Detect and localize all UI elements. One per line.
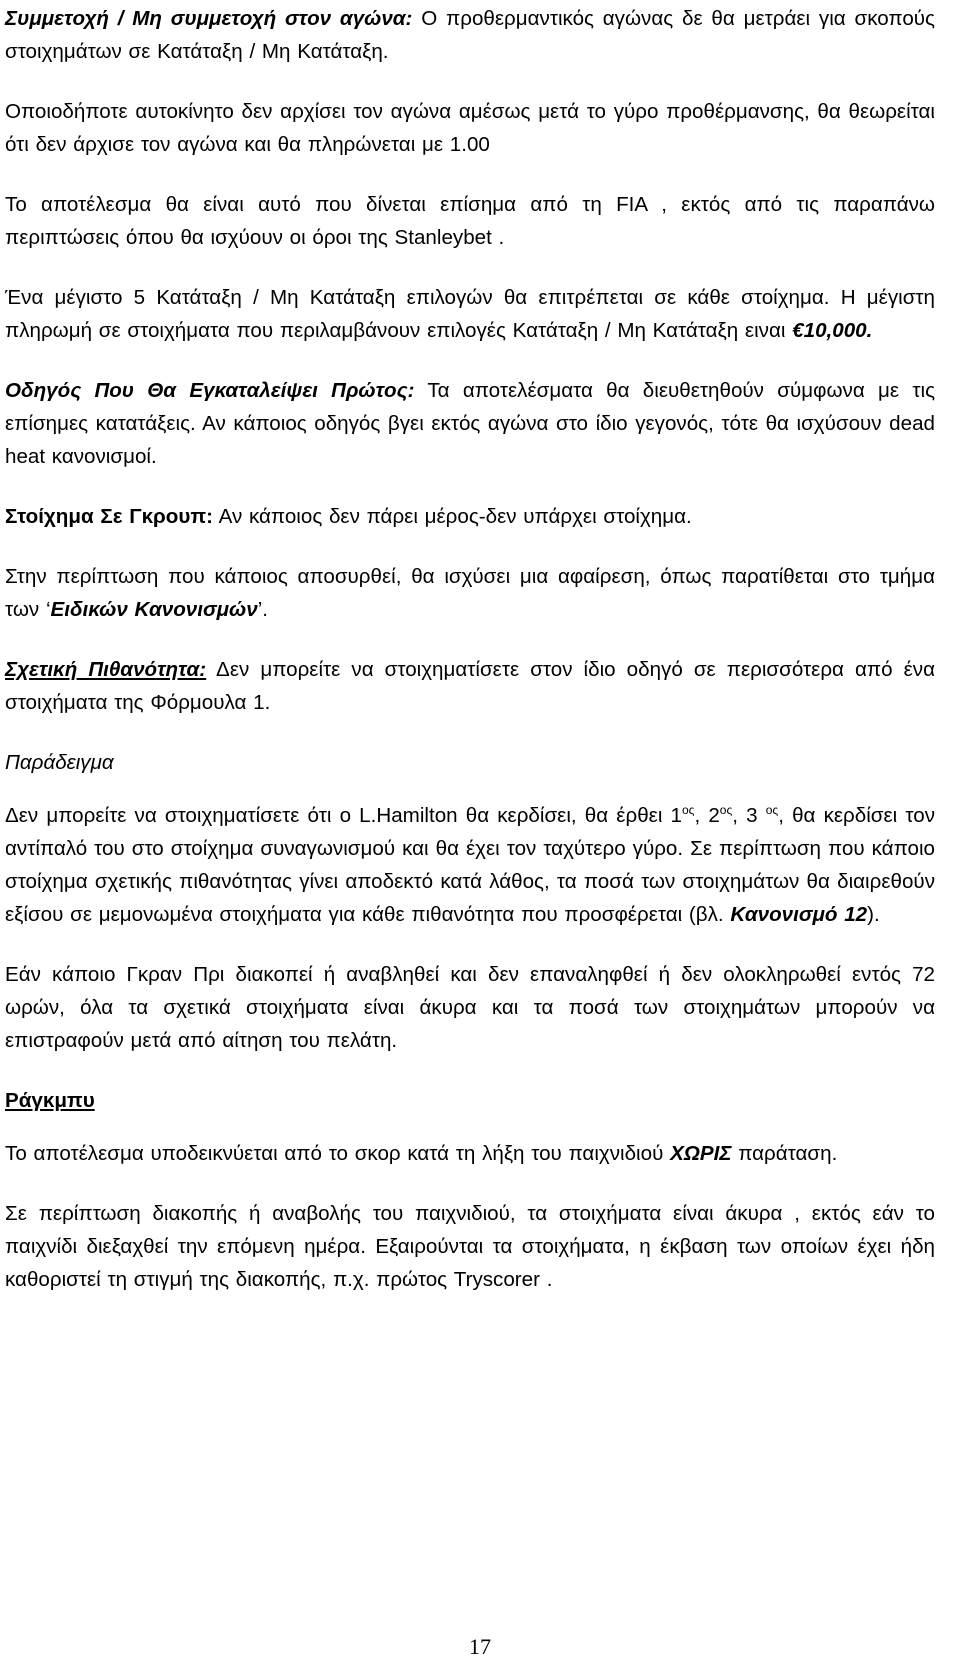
paragraph-rugby-interruption: Σε περίπτωση διακοπής ή αναβολής του παιχνιδιού, τα στοιχήματα είναι άκυρα , εκτός εάν το παιχνίδι διεξαχθεί την επόμενη ημέρα. Εξαιρούνται τα στοιχήματα, η έκβαση των οποίων έχει ήδη καθοριστεί τη στιγμή της διακοπής, π.χ. πρώτος Tryscorer . (5, 1202, 935, 1291)
participation-label: Συμμετοχή / Μη συμμετοχή στον αγώνα: (5, 7, 413, 30)
paragraph-related-odds (5, 653, 935, 719)
without-emphasis: ΧΩΡΙΣ (670, 1142, 732, 1165)
paragraph-max-selections (5, 281, 935, 347)
max-payout-amount: €10,000. (792, 319, 873, 342)
rule-12-reference: Κανονισμό 12 (730, 903, 868, 926)
ordinal-3rd: ος (765, 803, 779, 818)
first-retirement-label: Οδηγός Που Θα Εγκαταλείψει Πρώτος: (5, 379, 415, 402)
page-number: 17 (469, 1634, 491, 1659)
ordinal-2nd: ος (719, 803, 733, 818)
example-text-3: , 3 (732, 804, 766, 827)
related-odds-label: Σχετική Πιθανότητα: (5, 658, 207, 681)
group-bet-text: Αν κάποιος δεν πάρει μέρος-δεν υπάρχει στοίχημα. (213, 505, 692, 528)
participation-text: Ο προθερμαντικός αγώνας δε θα μετράει για σκοπούς στοιχημάτων σε Κατάταξη / Μη Κατάταξη. (5, 7, 935, 63)
group-bet-label: Στοίχημα Σε Γκρουπ: (5, 505, 213, 528)
example-heading: Παράδειγμα (5, 751, 114, 774)
withdrawal-end: ’. (257, 598, 268, 621)
paragraph-fia-result: Το αποτέλεσμα θα είναι αυτό που δίνεται επίσημα από τη FIA , εκτός από τις παραπάνω περιπτώσεις όπου θα ισχύουν οι όροι της Stanleybet . (5, 193, 935, 249)
withdrawal-text: Στην περίπτωση που κάποιος αποσυρθεί, θα ισχύσει μια αφαίρεση, όπως παρατίθεται στο τμήμα των ‘ (5, 565, 935, 621)
paragraph-warmup-lap: Οποιοδήποτε αυτοκίνητο δεν αρχίσει τον αγώνα αμέσως μετά το γύρο προθέρμανσης, θα θεωρείται ότι δεν άρχισε τον αγώνα και θα πληρώνεται με 1.00 (5, 100, 935, 156)
example-text-2: , 2 (694, 804, 720, 827)
paragraph-first-retirement (5, 374, 935, 473)
first-retirement-text: Τα αποτελέσματα θα διευθετηθούν σύμφωνα με τις επίσημες κατατάξεις. Αν κάποιος οδηγός βγει εκτός αγώνα στο ίδιο γεγονός, τότε θα ισχύσουν dead heat κανονισμοί. (5, 379, 935, 468)
paragraph-grand-prix-interruption: Εάν κάποιο Γκραν Πρι διακοπεί ή αναβληθεί και δεν επαναληφθεί ή δεν ολοκληρωθεί εντός 72 ωρών, όλα τα σχετικά στοιχήματα είναι άκυρα και τα ποσά των στοιχημάτων μπορούν να επιστραφούν μετά από αίτηση του πελάτη. (5, 963, 935, 1052)
paragraph-rugby-result (5, 1137, 935, 1170)
ordinal-1st: ος (682, 803, 695, 818)
example-end: ). (867, 903, 880, 926)
rugby-result-text: Το αποτέλεσμα υποδεικνύεται από το σκορ κατά τη λήξη του παιχνιδιού (5, 1142, 671, 1165)
example-text-4: , θα κερδίσει τον αντίπαλό του στο στοίχημα συναγωνισμού και θα έχει τον ταχύτερο γύρο. Σε περίπτωση που κάποιο στοίχημα σχετικής πιθανότητας γίνει αποδεκτό κατά λάθος, τα ποσά των στοιχημάτων θα διαιρεθούν εξίσου σε μεμονωμένα στοιχήματα για κάθε πιθανότητα που προσφέρεται (βλ. (5, 804, 935, 926)
max-selections-text: Ένα μέγιστο 5 Κατάταξη / Μη Κατάταξη επιλογών θα επιτρέπεται σε κάθε στοίχημα. Η μέγιστη πληρωμή σε στοιχήματα που περιλαμβάνουν επιλογές Κατάταξη / Μη Κατάταξη ειναι (5, 286, 935, 342)
paragraph-example (5, 799, 935, 931)
paragraph-participation (5, 2, 935, 68)
rugby-result-end: παράταση. (731, 1142, 838, 1165)
special-rules-reference: Ειδικών Κανονισμών (50, 598, 258, 621)
paragraph-group-bet (5, 500, 935, 533)
related-odds-text: Δεν μπορείτε να στοιχηματίσετε στον ίδιο οδηγό σε περισσότερα από ένα στοιχήματα της Φόρμουλα 1. (5, 658, 935, 714)
document-body (5, 2, 935, 1323)
rugby-heading: Ράγκμπυ (5, 1089, 95, 1112)
example-text-1: Δεν μπορείτε να στοιχηματίσετε ότι ο L.Hamilton θα κερδίσει, θα έρθει 1 (5, 804, 682, 827)
paragraph-withdrawal (5, 560, 935, 626)
